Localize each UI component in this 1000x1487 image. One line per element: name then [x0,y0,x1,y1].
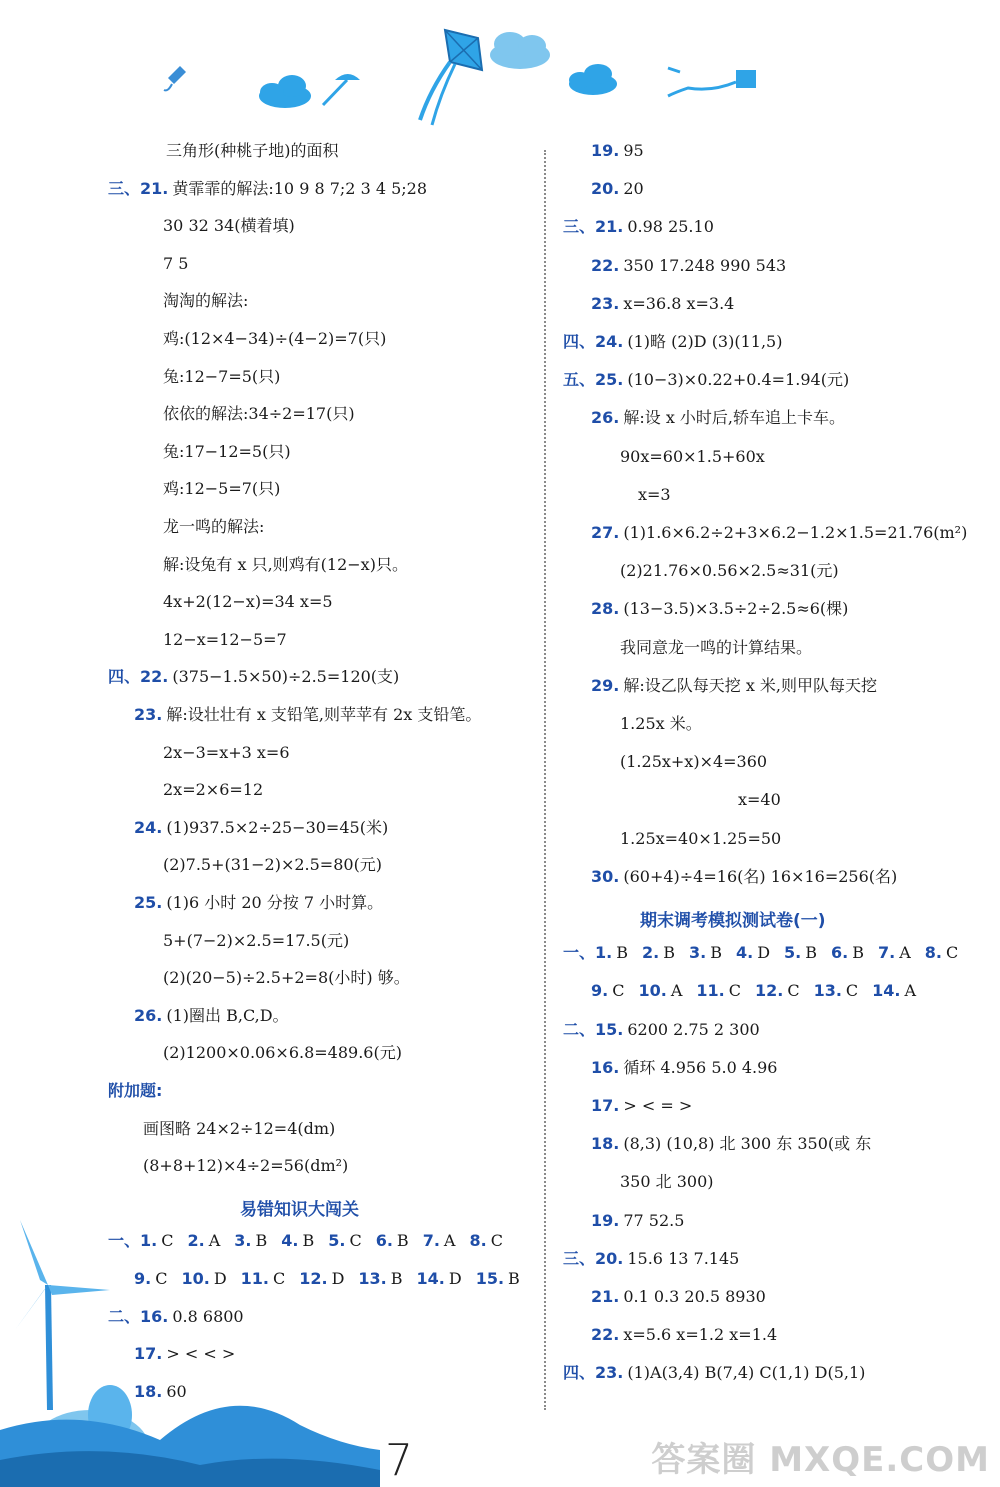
choice-answer: A [208,1231,221,1251]
answer-text: 循环 4.956 5.0 4.96 [623,1057,778,1077]
answer-line [620,446,765,468]
choice-answer: D [448,1269,462,1288]
answer-text: (13−3.5)×3.5÷2÷2.5≈6(棵) [623,599,849,619]
answer-text: > < = > [623,1096,693,1115]
choice-answer: B [396,1231,409,1251]
cloud-icon [569,64,617,95]
answer-text: 1.25x=40×1.25=50 [620,828,782,848]
answer-line [134,1268,520,1290]
section-label: 四、 [563,1363,596,1383]
choice-answer: D [331,1269,345,1288]
question-number: 26. [134,1005,163,1025]
answer-text: 95 [623,141,644,160]
question-number: 14. [872,981,901,1001]
question-number: 13. [358,1269,387,1288]
answer-text: (60+4)÷4=16(名) 16×16=256(名) [623,866,898,886]
section-heading: 易错知识大闯关 [240,1199,359,1220]
answer-line [134,1381,187,1403]
diamond-kite-icon [420,30,482,125]
cloud-icon [259,75,311,108]
answer-text: 350 17.248 990 543 [623,255,787,275]
small-kite-icon [164,66,186,90]
section-label: 二、 [563,1019,596,1039]
answer-text: 0.8 6800 [172,1306,244,1326]
question-number: 1. [595,943,613,963]
answer-text: 7 5 [163,253,189,273]
choice-answer: C [728,981,741,1001]
answer-text: (1)1.6×6.2÷2+3×6.2−1.2×1.5=21.76(m²) [623,523,968,542]
choice-answer: B [663,943,675,963]
question-number: 20. [595,1248,624,1268]
answer-line [134,1343,235,1365]
question-number: 3. [688,943,707,963]
answer-text: (8,3) (10,8) 北 300 东 350(或 东 [623,1134,872,1154]
answer-text: (1)6 小时 20 分按 7 小时算。 [166,893,384,912]
answer-text: 龙一鸣的解法: [163,517,265,536]
answer-line [620,560,839,582]
answer-line [620,1171,714,1193]
question-number: 2. [187,1231,205,1251]
answer-line [591,178,644,200]
question-number: 7. [422,1231,440,1251]
answer-line [108,1080,162,1102]
question-number: 2. [642,943,660,963]
section-label: 三、 [108,178,141,198]
answer-line [591,255,786,277]
answer-text: 解:设乙队每天挖 x 米,则甲队每天挖 [623,675,878,695]
question-number: 26. [591,408,620,428]
answer-line [163,591,333,613]
choice-answer: C [845,981,859,1001]
question-number: 16. [140,1306,169,1326]
answer-line [591,1057,777,1079]
answer-text: (375−1.5×50)÷2.5=120(支) [172,667,400,687]
cloud-icon [490,32,550,69]
answer-line [563,1019,760,1041]
answer-line [563,1362,865,1384]
answer-text: 2x=2×6=12 [163,780,264,800]
question-number: 10. [638,981,667,1001]
choice-answer: C [490,1231,503,1251]
question-number: 28. [591,599,620,619]
answer-line [563,331,782,353]
section-label: 附加题: [108,1081,163,1100]
answer-line [591,675,877,697]
question-number: 9. [591,981,609,1001]
question-number: 21. [595,217,624,237]
answer-line [134,704,481,726]
answer-text: 15.6 13 7.145 [627,1248,740,1268]
answer-text: 30 32 34(横着填) [163,216,295,236]
question-number: 6. [375,1231,393,1251]
answer-text: 20 [623,179,644,199]
question-number: 27. [591,523,620,542]
answer-text: 5+(7−2)×2.5=17.5(元) [163,930,350,950]
question-number: 13. [813,981,842,1001]
choice-answer: C [349,1231,362,1251]
question-number: 23. [595,1363,624,1383]
answer-line [738,789,781,811]
answer-text: (8+8+12)×4÷2=56(dm²) [143,1156,349,1176]
question-number: 19. [591,141,620,160]
answer-line [108,178,427,200]
section-label: 三、 [563,1248,596,1268]
column-divider [544,150,546,1410]
question-number: 9. [134,1269,152,1288]
answer-line [163,854,382,876]
answer-line [638,484,671,506]
answer-text: x=36.8 x=3.4 [623,293,735,313]
question-number: 11. [240,1269,269,1288]
answer-line [163,554,408,576]
choice-answer: B [852,943,864,963]
question-number: 17. [134,1344,163,1364]
answer-text: 6200 2.75 2 300 [627,1019,760,1039]
answer-line [620,637,812,659]
answer-text: (10−3)×0.22+0.4=1.94(元) [627,370,850,390]
question-number: 4. [735,943,754,963]
answer-text: (1.25x+x)×4=360 [620,752,768,772]
question-number: 22. [591,1325,620,1345]
answer-line [563,1248,739,1270]
answer-line [591,522,967,544]
question-number: 6. [831,943,849,963]
question-number: 12. [299,1269,328,1288]
answer-line [591,1286,766,1308]
watermark: 答案圈 MXQE.COM [651,1440,990,1480]
question-number: 16. [591,1057,620,1077]
answer-line [591,1133,871,1155]
choice-answer: B [710,943,722,963]
question-number: 7. [877,943,896,963]
section-label: 二、 [108,1306,141,1326]
answer-text: 画图略 24×2÷12=4(dm) [143,1118,336,1138]
question-number: 22. [591,255,620,275]
section-label: 四、 [563,332,596,351]
question-number: 15. [595,1019,624,1039]
answer-line [163,253,188,275]
answer-line [163,366,280,388]
section-heading: 期末调考模拟测试卷(一) [640,911,826,931]
answer-text: x=40 [738,790,781,810]
section-label: 一、 [563,943,596,963]
answer-line [591,1324,777,1346]
answer-text: (1)圈出 B,C,D。 [166,1005,289,1025]
answer-line [108,1230,503,1252]
answer-text: x=5.6 x=1.2 x=1.4 [623,1325,778,1345]
answer-line [163,629,287,651]
answer-line [163,403,355,425]
answer-text: 我同意龙一鸣的计算结果。 [620,637,813,657]
answer-line [563,942,958,964]
question-number: 20. [591,179,620,199]
choice-answer: C [787,981,800,1001]
answer-line [591,407,845,429]
question-number: 5. [328,1231,346,1251]
question-number: 4. [281,1231,299,1251]
answer-line [563,216,714,238]
answer-text: 解:设兔有 x 只,则鸡有(12−x)只。 [163,554,408,574]
answer-text: (2)1200×0.06×6.8=489.6(元) [163,1043,402,1063]
windmill-icon [15,1220,110,1410]
choice-answer: A [443,1231,456,1251]
answer-text: 77 52.5 [623,1210,685,1230]
answer-line [591,1210,684,1232]
answer-line [166,140,339,162]
answer-text: 0.98 25.10 [627,217,714,237]
answer-text: 黄霏霏的解法:10 9 8 7;2 3 4 5;28 [172,178,428,198]
choice-answer: D [213,1269,227,1288]
answer-line [163,441,291,463]
answer-line [591,1095,692,1117]
answer-line [591,140,644,162]
hills-icon [0,1385,380,1487]
answer-text: 兔:12−7=5(只) [163,366,281,386]
answer-text: 解:设 x 小时后,轿车追上卡车。 [623,408,846,428]
choice-answer: C [272,1269,286,1288]
question-number: 1. [140,1231,158,1251]
answer-text: 0.1 0.3 20.5 8930 [623,1287,766,1306]
answer-text: 依依的解法:34÷2=17(只) [163,404,355,424]
question-number: 5. [784,943,802,963]
answer-text: 鸡:12−5=7(只) [163,479,281,499]
answer-line [163,478,280,500]
choice-answer: A [904,981,917,1001]
question-number: 8. [924,943,942,963]
choice-answer: B [390,1269,403,1288]
answer-text: (2)21.76×0.56×2.5≈31(元) [620,561,839,581]
question-number: 17. [591,1096,620,1115]
choice-answer: D [757,943,771,963]
answer-line [620,713,702,735]
question-number: 11. [696,981,725,1001]
question-number: 25. [134,893,163,912]
answer-text: > < < > [166,1344,236,1364]
answer-text: 90x=60×1.5+60x [620,446,765,466]
header-decoration [0,0,1000,140]
question-number: 22. [140,667,169,687]
answer-text: 12−x=12−5=7 [163,629,287,649]
answer-text: 60 [166,1381,187,1401]
answer-line [163,967,410,989]
section-label: 五、 [563,370,596,390]
answer-line [134,1005,289,1027]
answer-line [108,666,399,688]
question-number: 10. [181,1269,210,1288]
answer-text: 2x−3=x+3 x=6 [163,742,290,762]
question-number: 14. [416,1269,445,1288]
answer-line [163,1042,402,1064]
question-number: 8. [469,1231,487,1251]
answer-line [163,516,264,538]
answer-text: (1)937.5×2÷25−30=45(米) [166,817,389,837]
answer-text: (2)(20−5)÷2.5+2=8(小时) 够。 [163,968,410,988]
question-number: 24. [134,817,163,837]
answer-text: (1)A(3,4) B(7,4) C(1,1) D(5,1) [627,1363,866,1383]
choice-answer: B [302,1231,315,1251]
choice-answer: A [670,981,683,1001]
answer-line [163,328,386,350]
answer-line [563,369,849,391]
question-number: 15. [475,1269,505,1288]
answer-line [163,930,349,952]
answer-text: 4x+2(12−x)=34 x=5 [163,592,333,612]
question-number: 23. [134,705,163,724]
answer-line [591,866,897,888]
choice-answer: B [616,943,628,963]
answer-line [108,1306,244,1328]
choice-answer: B [508,1269,520,1288]
question-number: 30. [591,866,620,886]
question-number: 18. [591,1134,620,1154]
question-number: 24. [595,332,624,351]
answer-text: 1.25x 米。 [620,714,702,733]
answer-line [134,817,388,839]
answer-line [591,598,848,620]
answer-text: 三角形(种桃子地)的面积 [166,141,339,160]
section-label: 一、 [108,1231,141,1251]
question-number: 21. [591,1287,620,1306]
question-number: 29. [591,675,620,695]
answer-text: (1)略 (2)D (3)(11,5) [627,332,783,351]
square-kite-icon [668,68,756,96]
answer-line [591,293,734,315]
choice-answer: A [899,943,911,963]
answer-line [163,290,248,312]
answer-line [143,1118,335,1140]
question-number: 21. [140,178,169,198]
answer-text: 鸡:(12×4−34)÷(4−2)=7(只) [163,329,387,348]
answer-text: 解:设壮壮有 x 支铅笔,则苹苹有 2x 支铅笔。 [166,705,482,724]
choice-answer: C [161,1231,174,1251]
answer-text: 淘淘的解法: [163,291,249,311]
answer-line [163,215,295,237]
answer-line [620,751,767,773]
umbrella-kite-icon [323,74,360,105]
answer-line [163,779,263,801]
question-number: 25. [595,370,624,390]
answer-text: 350 北 300) [620,1172,714,1192]
section-label: 三、 [563,217,596,237]
choice-answer: B [805,943,817,963]
answer-text: 兔:17−12=5(只) [163,441,291,461]
answer-text: (2)7.5+(31−2)×2.5=80(元) [163,855,383,875]
answer-line [591,980,916,1002]
answer-line [620,828,781,850]
section-label: 四、 [108,667,141,687]
question-number: 18. [134,1381,163,1401]
answer-text: x=3 [638,484,671,504]
question-number: 23. [591,293,620,313]
page-number: 7 [385,1435,413,1486]
answer-line [163,742,290,764]
question-number: 3. [234,1231,252,1251]
question-number: 12. [754,981,784,1001]
question-number: 19. [591,1210,620,1230]
answer-line [134,892,383,914]
choice-answer: C [612,981,625,1001]
answer-line [143,1155,348,1177]
choice-answer: B [255,1231,268,1251]
choice-answer: C [155,1269,168,1288]
choice-answer: C [945,943,959,963]
